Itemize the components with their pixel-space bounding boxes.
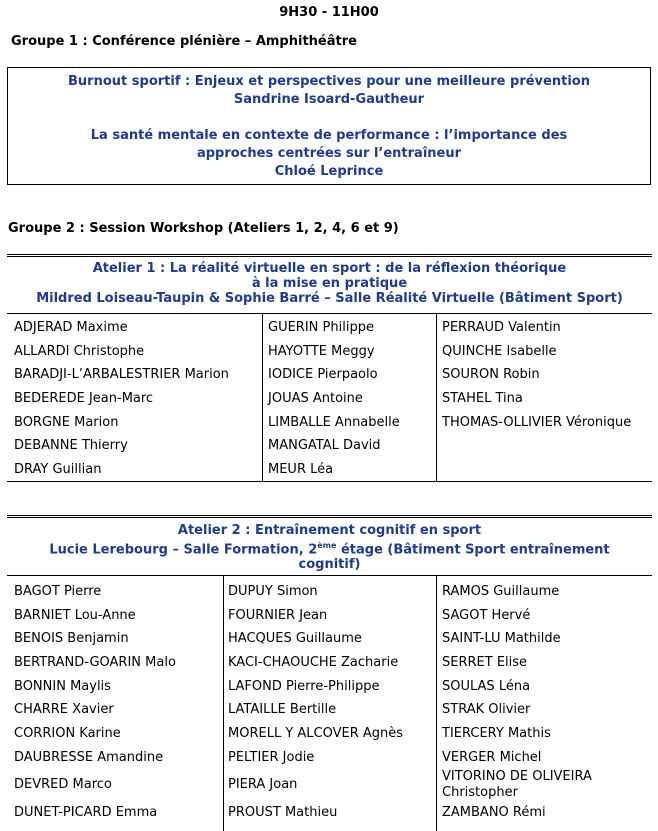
atelier1-col2-name: GUERIN Philippe: [268, 320, 374, 335]
atelier2-col3-name: VERGER Michel: [442, 750, 542, 765]
talk1-speaker: Sandrine Isoard-Gautheur: [233, 92, 425, 107]
atelier2-col2-name: PROUST Mathieu: [228, 805, 338, 820]
talk2-title-line2: approches centrées sur l’entraîneur: [196, 146, 462, 161]
atelier2-col3-name: STRAK Olivier: [442, 702, 531, 717]
atelier1-col2-name: MANGATAL David: [268, 438, 381, 453]
atelier2-col1-name: BONNIN Maylis: [14, 679, 111, 694]
atelier2-col3-name-continuation: Christopher: [442, 785, 518, 800]
group1-title: Groupe 1 : Conférence plénière – Amphithéâtre: [11, 34, 357, 49]
atelier2-col3-name: SAGOT Hervé: [442, 608, 531, 623]
atelier1-header-rule: [7, 313, 652, 314]
atelier2-col1-name: DAUBRESSE Amandine: [14, 750, 164, 765]
atelier2-col1-name: DEVRED Marco: [14, 777, 112, 792]
atelier1-col3-name: SOURON Robin: [442, 367, 540, 382]
atelier1-col1-name: DEBANNE Thierry: [14, 438, 128, 453]
talk2-title-line1: La santé mentale en contexte de performance : l’importance des: [90, 128, 568, 143]
atelier2-col3-name: RAMOS Guillaume: [442, 584, 560, 599]
atelier1-col2-name: HAYOTTE Meggy: [268, 344, 375, 359]
atelier1-subtitle: Mildred Loiseau-Taupin & Sophie Barré – Salle Réalité Virtuelle (Bâtiment Sport): [36, 291, 623, 306]
talk2-speaker: Chloé Leprince: [274, 164, 384, 179]
atelier2-col1-name: BERTRAND-GOARIN Malo: [14, 655, 176, 670]
atelier2-col2-name: LAFOND Pierre-Philippe: [228, 679, 380, 694]
atelier1-col1-name: ADJERAD Maxime: [14, 320, 128, 335]
atelier1-title-line2: à la mise en pratique: [251, 276, 408, 291]
atelier2-col-divider-2: [436, 575, 437, 831]
atelier2-col2-name: FOURNIER Jean: [228, 608, 328, 623]
group2-title: Groupe 2 : Session Workshop (Ateliers 1, 2, 4, 6 et 9): [8, 221, 399, 236]
atelier2-col2-name: MORELL Y ALCOVER Agnès: [228, 726, 404, 741]
atelier1-col3-name: QUINCHE Isabelle: [442, 344, 557, 359]
atelier1-col2-name: JOUAS Antoine: [268, 391, 363, 406]
atelier1-col1-name: BORGNE Marion: [14, 415, 119, 430]
atelier1-top-rule: [7, 254, 652, 257]
atelier1-col1-name: BEDEREDE Jean-Marc: [14, 391, 154, 406]
talk1-title: Burnout sportif : Enjeux et perspectives pour une meilleure prévention: [68, 74, 590, 89]
atelier2-col2-name: PIERA Joan: [228, 777, 298, 792]
atelier2-col1-name: BENOIS Benjamin: [14, 631, 129, 646]
atelier2-col2-name: LATAILLE Bertille: [228, 702, 337, 717]
atelier1-col1-name: DRAY Guillian: [14, 462, 102, 477]
session-time: 9H30 - 11H00: [279, 5, 379, 20]
atelier1-col-divider-2: [436, 313, 437, 481]
atelier1-col3-name: STAHEL Tina: [442, 391, 523, 406]
atelier2-col3-name: SERRET Elise: [442, 655, 528, 670]
atelier2-col1-name: CHARRE Xavier: [14, 702, 114, 717]
atelier2-col1-name: BARNIET Lou-Anne: [14, 608, 136, 623]
atelier2-title: Atelier 2 : Entraînement cognitif en sport: [177, 523, 482, 538]
atelier2-col3-name: ZAMBANO Rémi: [442, 805, 546, 820]
atelier1-col1-name: ALLARDI Christophe: [14, 344, 145, 359]
atelier2-col3-name: SAINT-LU Mathilde: [442, 631, 561, 646]
atelier2-col-divider-1: [223, 575, 224, 831]
atelier2-subtitle-line2: cognitif): [298, 557, 361, 573]
atelier1-header: [7, 261, 652, 306]
atelier1-col3-name: THOMAS-OLLIVIER Véronique: [442, 415, 632, 430]
atelier1-col1-name: BARADJI-L’ARBALESTRIER Marion: [14, 367, 229, 382]
atelier1-col2-name: LIMBALLE Annabelle: [268, 415, 400, 430]
atelier2-col1-name: CORRION Karine: [14, 726, 121, 741]
plenary-box: [7, 67, 651, 185]
atelier1-bottom-rule: [7, 481, 652, 482]
atelier2-col2-name: KACI-CHAOUCHE Zacharie: [228, 655, 399, 670]
atelier1-title-line1: Atelier 1 : La réalité virtuelle en sport : de la réflexion théorique: [92, 261, 567, 276]
atelier2-header: [7, 523, 652, 572]
atelier2-col1-name: DUNET-PICARD Emma: [14, 805, 158, 820]
atelier1-col2-name: MEUR Léa: [268, 462, 334, 477]
atelier1-col-divider-1: [262, 313, 263, 481]
atelier2-col3-name: VITORINO DE OLIVEIRA: [442, 769, 592, 784]
atelier2-subtitle: Lucie Lerebourg – Salle Formation, 2ème étage (Bâtiment Sport entraînement: [49, 541, 610, 558]
atelier2-top-rule: [7, 515, 652, 518]
atelier2-header-rule: [7, 575, 652, 576]
atelier1-col3-name: PERRAUD Valentin: [442, 320, 561, 335]
atelier2-col2-name: HACQUES Guillaume: [228, 631, 362, 646]
atelier2-col2-name: PELTIER Jodie: [228, 750, 315, 765]
atelier2-col2-name: DUPUY Simon: [228, 584, 318, 599]
atelier1-col2-name: IODICE Pierpaolo: [268, 367, 378, 382]
atelier2-col3-name: SOULAS Léna: [442, 679, 531, 694]
atelier2-col1-name: BAGOT Pierre: [14, 584, 102, 599]
atelier2-col3-name: TIERCERY Mathis: [442, 726, 551, 741]
